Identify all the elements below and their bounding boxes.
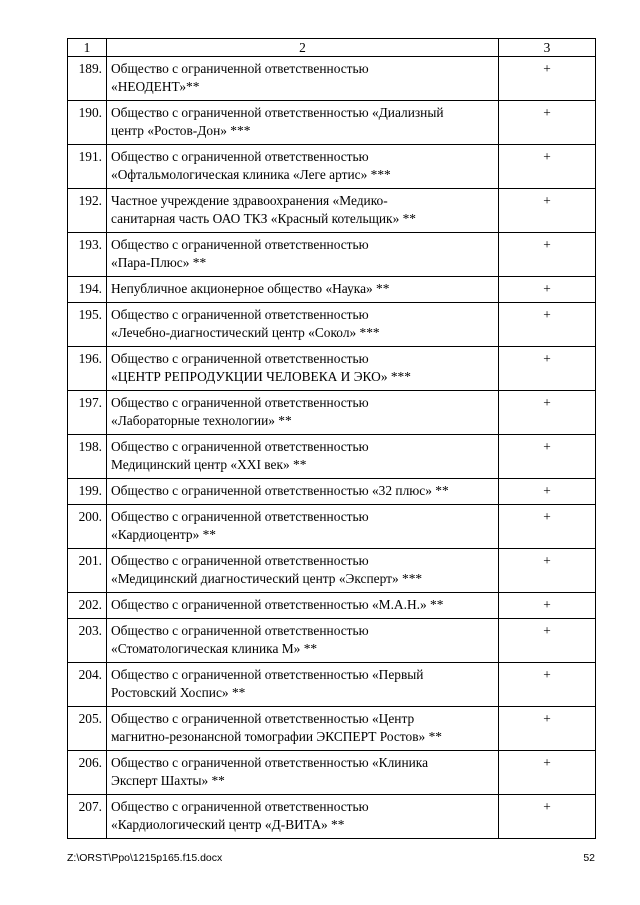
organization-name-line: Общество с ограниченной ответственностью [111,439,369,454]
row-mark: + [499,795,596,839]
organization-name-line: «НЕОДЕНТ»** [111,79,200,94]
table-row [68,593,596,619]
organization-name-line: «Офтальмологическая клиника «Леге артис» *** [111,167,391,182]
organization-name-line: центр «Ростов-Дон» *** [111,123,251,138]
organization-name-line: «Кардиоцентр» ** [111,527,217,542]
table-row [68,751,596,795]
table-body [68,57,596,839]
table-row [68,435,596,479]
table-header-row [68,39,596,57]
organizations-table [67,38,596,839]
row-number: 201. [68,549,107,593]
row-mark: + [499,101,596,145]
table-row [68,303,596,347]
organization-name-line: «Лабораторные технологии» ** [111,413,292,428]
column-header-number: 1 [68,39,107,57]
column-header-mark: 3 [499,39,596,57]
row-mark: + [499,435,596,479]
table-row [68,189,596,233]
row-number: 207. [68,795,107,839]
table-row [68,145,596,189]
row-number: 194. [68,277,107,303]
row-number: 199. [68,479,107,505]
row-mark: + [499,707,596,751]
organization-name [107,593,499,619]
row-number: 193. [68,233,107,277]
row-mark: + [499,145,596,189]
organization-name-line: «Пара-Плюс» ** [111,255,207,270]
organization-name-line: магнитно-резонансной томографии ЭКСПЕРТ Ростов» ** [111,729,442,744]
table-row [68,57,596,101]
row-mark: + [499,391,596,435]
organization-name-line: «Лечебно-диагностический центр «Сокол» *** [111,325,380,340]
row-mark: + [499,619,596,663]
organization-name-line: Ростовский Хоспис» ** [111,685,246,700]
organization-name-line: Общество с ограниченной ответственностью [111,553,369,568]
organization-name-line: санитарная часть ОАО ТКЗ «Красный котельщик» ** [111,211,417,226]
organization-name-line: Общество с ограниченной ответственностью [111,351,369,366]
organization-name-line: «Стоматологическая клиника М» ** [111,641,318,656]
organization-name [107,57,499,101]
row-number: 191. [68,145,107,189]
organization-name [107,347,499,391]
table-row [68,549,596,593]
table-row [68,347,596,391]
table-row [68,479,596,505]
row-mark: + [499,303,596,347]
organization-name [107,189,499,233]
row-mark: + [499,549,596,593]
organization-name-line: Общество с ограниченной ответственностью «32 плюс» ** [111,483,449,498]
table-row [68,619,596,663]
organization-name-line: Общество с ограниченной ответственностью [111,149,369,164]
row-number: 205. [68,707,107,751]
row-mark: + [499,57,596,101]
organization-name-line: «Кардиологический центр «Д-ВИТА» ** [111,817,345,832]
row-mark: + [499,189,596,233]
organization-name [107,751,499,795]
organization-name-line: Общество с ограниченной ответственностью [111,307,369,322]
row-number: 197. [68,391,107,435]
organization-name [107,479,499,505]
row-number: 200. [68,505,107,549]
row-number: 198. [68,435,107,479]
organization-name-line: Общество с ограниченной ответственностью [111,623,369,638]
table-row [68,233,596,277]
row-number: 204. [68,663,107,707]
organization-name-line: Общество с ограниченной ответственностью [111,237,369,252]
organization-name [107,277,499,303]
row-mark: + [499,347,596,391]
organization-name [107,505,499,549]
row-number: 190. [68,101,107,145]
organization-name-line: Непубличное акционерное общество «Наука» ** [111,281,390,296]
organization-name [107,663,499,707]
footer-page-number: 52 [583,852,595,864]
row-number: 202. [68,593,107,619]
organization-name [107,549,499,593]
organization-name [107,233,499,277]
organization-name-line: Общество с ограниченной ответственностью [111,395,369,410]
table-row [68,391,596,435]
organization-name-line: Эксперт Шахты» ** [111,773,225,788]
organization-name [107,707,499,751]
organization-name-line: Общество с ограниченной ответственностью [111,799,369,814]
row-number: 196. [68,347,107,391]
organization-name-line: Общество с ограниченной ответственностью [111,509,369,524]
row-mark: + [499,505,596,549]
organization-name-line: Общество с ограниченной ответственностью [111,61,369,76]
organization-name [107,619,499,663]
organization-name-line: Общество с ограниченной ответственностью «Клиника [111,755,429,770]
row-mark: + [499,751,596,795]
row-number: 192. [68,189,107,233]
organization-name [107,795,499,839]
organization-name-line: Общество с ограниченной ответственностью «Центр [111,711,415,726]
organization-name-line: Медицинский центр «XXI век» ** [111,457,307,472]
organization-name [107,435,499,479]
table-row [68,707,596,751]
organization-name-line: Общество с ограниченной ответственностью «М.А.Н.» ** [111,597,444,612]
organization-name-line: «Медицинский диагностический центр «Эксперт» *** [111,571,423,586]
row-mark: + [499,233,596,277]
organization-name [107,391,499,435]
footer-file-path: Z:\ORST\Ppo\1215p165.f15.docx [67,852,223,864]
row-number: 206. [68,751,107,795]
row-mark: + [499,593,596,619]
table-row [68,101,596,145]
row-mark: + [499,479,596,505]
organization-name [107,145,499,189]
row-number: 203. [68,619,107,663]
organization-name-line: Частное учреждение здравоохранения «Медико- [111,193,388,208]
table-row [68,663,596,707]
organization-name [107,303,499,347]
row-number: 195. [68,303,107,347]
row-mark: + [499,277,596,303]
organization-name-line: Общество с ограниченной ответственностью «Диализный [111,105,444,120]
table-row [68,277,596,303]
organization-name [107,101,499,145]
table-row [68,795,596,839]
organization-name-line: Общество с ограниченной ответственностью «Первый [111,667,424,682]
row-mark: + [499,663,596,707]
table-row [68,505,596,549]
organization-name-line: «ЦЕНТР РЕПРОДУКЦИИ ЧЕЛОВЕКА И ЭКО» *** [111,369,411,384]
row-number: 189. [68,57,107,101]
column-header-name: 2 [107,39,499,57]
